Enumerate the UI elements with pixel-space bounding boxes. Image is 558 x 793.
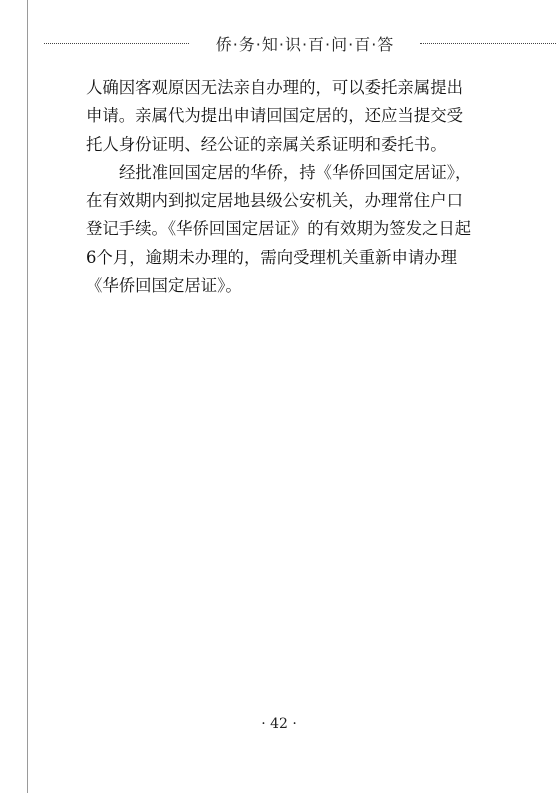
header-title: 侨·务·知·识·百·问·百·答: [215, 35, 395, 54]
body-line-8: 《华侨回国定居证》。: [86, 276, 242, 296]
page-binding-edge: [27, 0, 28, 793]
page-number: · 42 ·: [261, 716, 297, 732]
body-text: [86, 74, 526, 300]
body-line-6: 登记手续。《华侨回国定居证》的有效期为签发之日起: [86, 219, 472, 239]
running-header: [44, 30, 556, 54]
body-line-3: 托人身份证明、经公证的亲属关系证明和委托书。: [86, 134, 447, 154]
body-line-2: 申请。亲属代为提出申请回国定居的，还应当提交受: [86, 106, 463, 126]
header-dotted-rule-right: [420, 43, 556, 44]
body-line-5: 在有效期内到拟定居地县级公安机关，办理常住户口: [86, 191, 463, 211]
header-dotted-rule-left: [44, 43, 189, 44]
body-line-1: 人确因客观原因无法亲自办理的，可以委托亲属提出: [86, 78, 463, 97]
body-line-7: 6个月，逾期未办理的，需向受理机关重新申请办理: [86, 247, 458, 267]
body-line-4: 经批准回国定居的华侨，持《华侨回国定居证》，: [119, 162, 472, 182]
